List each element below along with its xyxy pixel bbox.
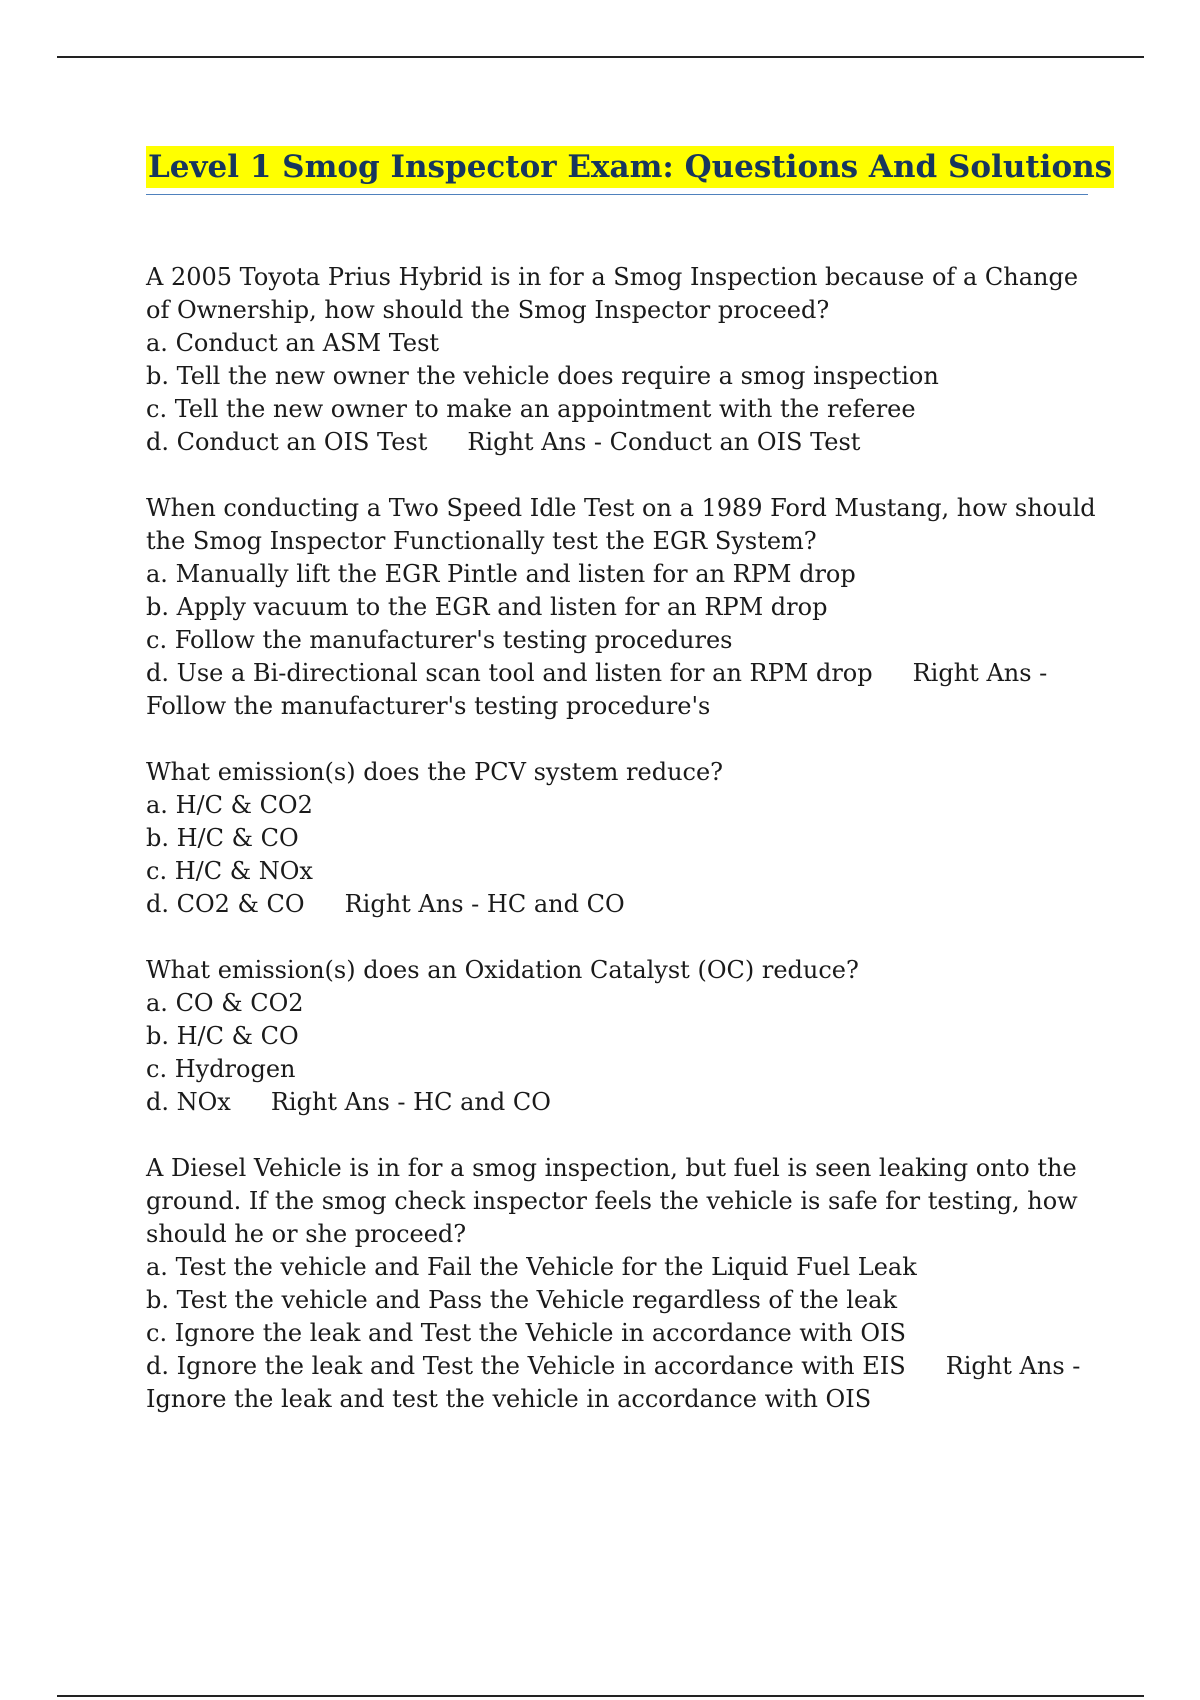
option-b: b. H/C & CO <box>146 1022 299 1050</box>
option-d-with-answer <box>146 426 1096 459</box>
right-answer: Right Ans - Ignore the leak and test the vehicle in accordance with OIS <box>146 1352 1089 1413</box>
option-b: b. H/C & CO <box>146 824 299 852</box>
option-d: d. CO2 & CO <box>146 890 305 918</box>
right-answer: Right Ans - Conduct an OIS Test <box>467 428 861 456</box>
question-item <box>146 756 1096 921</box>
option-a: a. Conduct an ASM Test <box>146 329 440 357</box>
option-b: b. Tell the new owner the vehicle does require a smog inspection <box>146 362 939 390</box>
question-stem: A Diesel Vehicle is in for a smog inspection, but fuel is seen leaking onto the ground. If the smog check inspector feels the vehicle is safe for testing, how should he or she proceed? <box>146 1154 1086 1248</box>
right-answer: Right Ans - Follow the manufacturer's testing procedure's <box>146 659 1055 720</box>
option-b: b. Apply vacuum to the EGR and listen for an RPM drop <box>146 593 828 621</box>
question-item <box>146 954 1096 1119</box>
option-c: c. H/C & NOx <box>146 857 313 885</box>
option-b: b. Test the vehicle and Pass the Vehicle regardless of the leak <box>146 1286 898 1314</box>
question-item <box>146 492 1104 723</box>
option-c: c. Follow the manufacturer's testing procedures <box>146 626 733 654</box>
option-d: d. NOx <box>146 1088 231 1116</box>
option-d: d. Ignore the leak and Test the Vehicle in accordance with EIS <box>146 1352 906 1380</box>
option-a: a. Manually lift the EGR Pintle and listen for an RPM drop <box>146 560 856 588</box>
question-stem: What emission(s) does an Oxidation Catalyst (OC) reduce? <box>146 956 859 984</box>
option-c: c. Tell the new owner to make an appointment with the referee <box>146 395 916 423</box>
question-item <box>146 1152 1096 1416</box>
option-a: a. H/C & CO2 <box>146 791 313 819</box>
option-c: c. Ignore the leak and Test the Vehicle in accordance with OIS <box>146 1319 906 1347</box>
option-a: a. Test the vehicle and Fail the Vehicle for the Liquid Fuel Leak <box>146 1253 917 1281</box>
question-list <box>146 261 1104 1449</box>
option-d: d. Conduct an OIS Test <box>146 428 428 456</box>
option-d-with-answer <box>146 1350 1096 1416</box>
document-title: Level 1 Smog Inspector Exam: Questions And Solutions <box>146 146 1114 188</box>
right-answer: Right Ans - HC and CO <box>344 890 625 918</box>
right-answer: Right Ans - HC and CO <box>270 1088 551 1116</box>
option-d-with-answer <box>146 1086 1096 1119</box>
option-d-with-answer <box>146 657 1096 723</box>
question-stem: What emission(s) does the PCV system reduce? <box>146 758 724 786</box>
option-c: c. Hydrogen <box>146 1055 296 1083</box>
question-item <box>146 261 1096 459</box>
question-stem: A 2005 Toyota Prius Hybrid is in for a Smog Inspection because of a Change of Ownership, how should the Smog Inspector proceed? <box>146 263 1086 324</box>
option-d-with-answer <box>146 888 1096 921</box>
question-stem: When conducting a Two Speed Idle Test on a 1989 Ford Mustang, how should the Smog Inspector Functionally test the EGR System? <box>146 494 1104 555</box>
option-a: a. CO & CO2 <box>146 989 304 1017</box>
footer-rule <box>57 1695 1144 1697</box>
title-block <box>146 146 1113 195</box>
option-d: d. Use a Bi-directional scan tool and listen for an RPM drop <box>146 659 873 687</box>
header-rule <box>57 56 1144 58</box>
